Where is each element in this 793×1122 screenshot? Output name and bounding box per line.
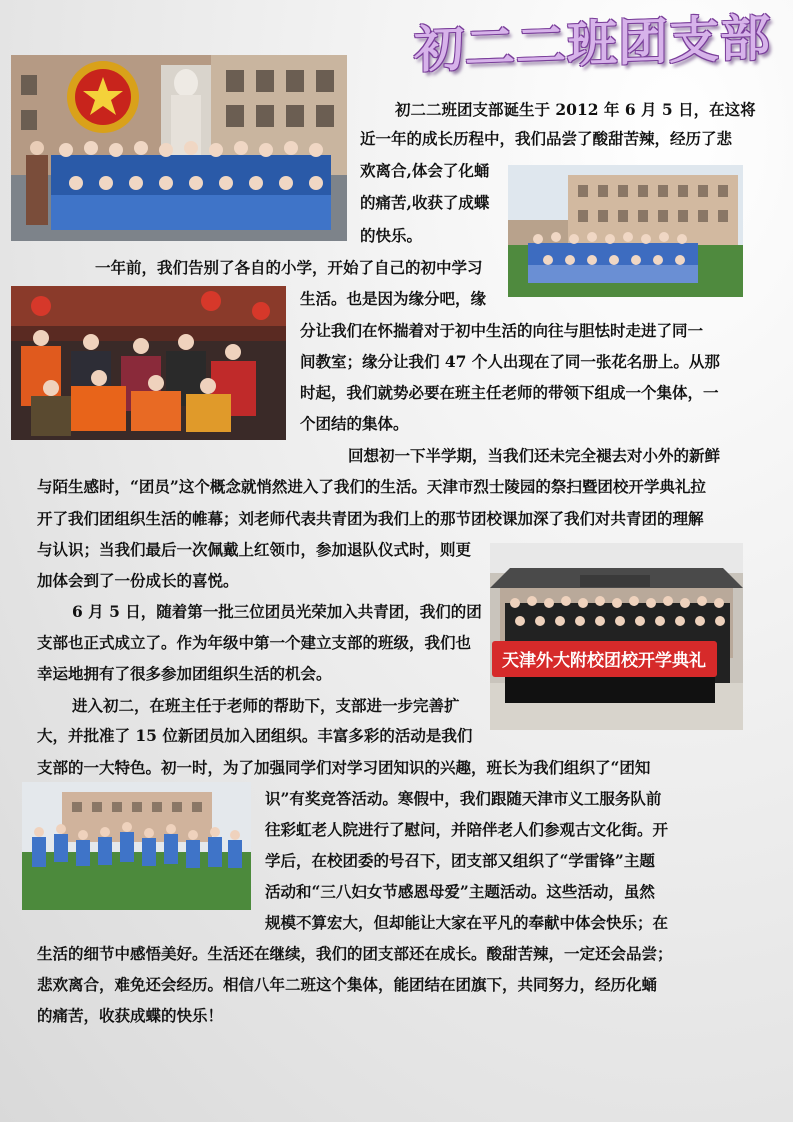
text-line: 加体会到了一份成长的喜悦。: [37, 571, 239, 590]
text-line: 6 月 5 日，随着第一批三位团员光荣加入共青团，我们的团: [72, 602, 482, 621]
text-line: 时起，我们就势必要在班主任老师的带领下组成一个集体，一: [300, 383, 719, 402]
text-line: 支部的一大特色。初一时，为了加强同学们对学习团知识的兴趣，班长为我们组织了“团知: [37, 758, 651, 777]
photo-class-statue: [11, 55, 347, 241]
text-line: 往彩虹老人院进行了慰问，并陪伴老人们参观古文化街。开: [265, 820, 669, 839]
page-title: 初二二班团支部: [414, 8, 771, 80]
text-line: 近一年的成长历程中，我们品尝了酸甜苦辣，经历了悲: [360, 129, 733, 148]
photo-class-field: [508, 165, 743, 297]
text-line: 规模不算宏大，但却能让大家在平凡的奉献中体会快乐；在: [265, 913, 669, 932]
photo-students-jumping: [22, 782, 251, 910]
text-line: 活动和“三八妇女节感恩母爱”主题活动。这些活动，虽然: [265, 882, 655, 901]
text-line: 回想初一下半学期，当我们还未完全褪去对小外的新鲜: [348, 446, 721, 465]
photo-elderly-visit: [11, 286, 286, 440]
text-line: 学后，在校团委的号召下，团支部又组织了“学雷锋”主题: [265, 851, 655, 870]
text-line: 与陌生感时，“团员”这个概念就悄然进入了我们的生活。天津市烈士陵园的祭扫暨团校开学典礼拉: [37, 477, 706, 496]
text-line: 个团结的集体。: [300, 414, 409, 433]
text-line: 大，并批准了 15 位新团员加入团组织。丰富多彩的活动是我们: [37, 726, 473, 745]
text-line: 初二二班团支部诞生于 2012 年 6 月 5 日，在这将: [395, 100, 756, 119]
text-line: 欢离合,体会了化蛹: [360, 161, 490, 180]
text-line: 识”有奖竞答活动。寒假中，我们跟随天津市义工服务队前: [265, 789, 662, 808]
text-line: 一年前，我们告别了各自的小学，开始了自己的初中学习: [95, 258, 483, 277]
text-line: 间教室；缘分让我们 47 个人出现在了同一张花名册上。从那: [300, 352, 720, 371]
text-line: 生活。也是因为缘分吧，缘: [300, 289, 487, 308]
banner-text: 天津外大附校团校开学典礼: [502, 651, 706, 671]
text-line: 开了我们团组织生活的帷幕；刘老师代表共青团为我们上的那节团校课加深了我们对共青团的理解: [37, 509, 704, 528]
text-line: 支部也正式成立了。作为年级中第一个建立支部的班级，我们也: [37, 633, 472, 652]
text-line: 进入初二，在班主任于老师的帮助下，支部进一步完善扩: [72, 696, 460, 715]
text-line: 的痛苦，收获成蝶的快乐！: [37, 1006, 224, 1025]
text-line: 与认识；当我们最后一次佩戴上红领巾，参加退队仪式时，则更: [37, 540, 472, 559]
text-line: 悲欢离合，难免还会经历。相信八年二班这个集体，能团结在团旗下，共同努力，经历化蛹: [37, 975, 658, 994]
photo-school-ceremony: [490, 543, 743, 730]
text-line: 分让我们在怀揣着对于初中生活的向往与胆怯时走进了同一: [300, 321, 704, 340]
text-line: 幸运地拥有了很多参加团组织生活的机会。: [37, 664, 332, 683]
text-line: 生活的细节中感悟美好。生活还在继续，我们的团支部还在成长。酸甜苦辣，一定还会品尝；: [37, 944, 673, 963]
text-line: 的痛苦,收获了成蝶: [360, 193, 490, 212]
text-line: 的快乐。: [360, 226, 423, 245]
